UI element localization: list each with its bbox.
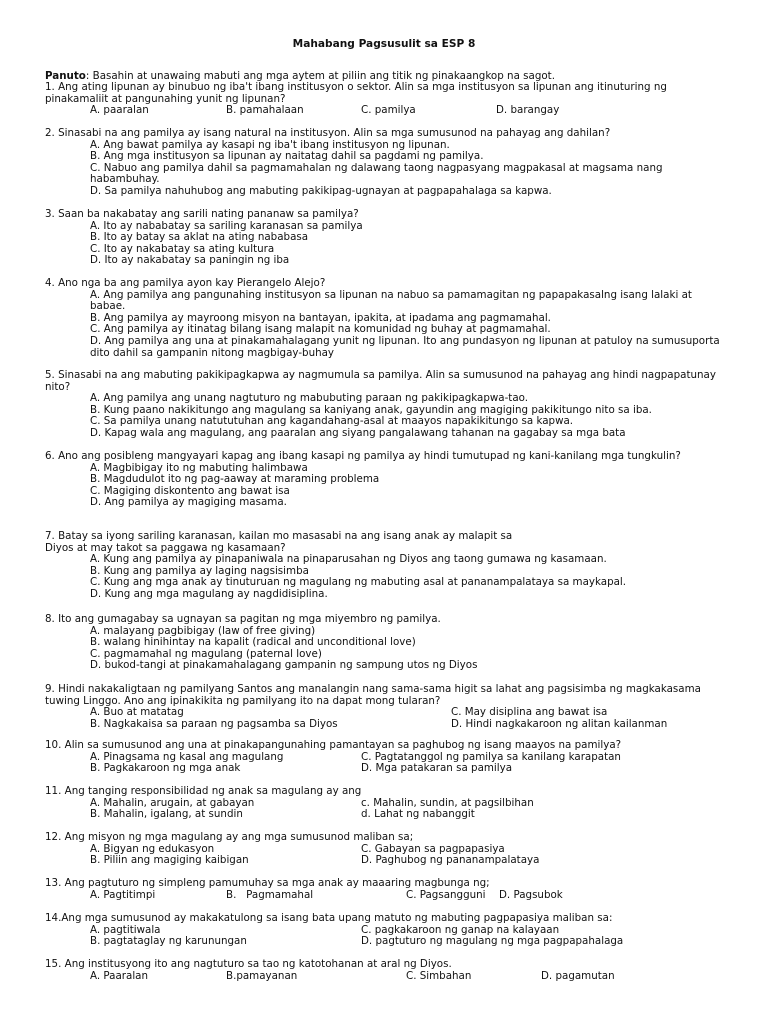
- choice-a[interactable]: A. malayang pagbibigay (law of free giving): [90, 624, 316, 637]
- choice-b[interactable]: B. Ang mga institusyon sa lipunan ay naitatag dahil sa pagdami ng pamilya.: [90, 150, 484, 163]
- choice-d[interactable]: D. Ito ay nakabatay sa paningin ng iba: [90, 254, 290, 267]
- choices-row: [45, 105, 723, 117]
- question-8: [45, 614, 723, 672]
- question-2: [45, 128, 723, 198]
- choice-d[interactable]: D. bukod-tangi at pinakamahalagang gampanin ng sampung utos ng Diyos: [90, 659, 478, 672]
- choice-b[interactable]: B. Nagkakaisa sa paraan ng pagsamba sa Diyos: [90, 717, 338, 730]
- choice-c[interactable]: C. pagmamahal ng magulang (paternal love): [90, 647, 322, 660]
- choice-d[interactable]: D. Paghubog ng pananampalataya: [361, 854, 540, 867]
- question-stem: 1. Ang ating lipunan ay binubuo ng iba't ibang institusyon o sektor. Alin sa mga institusyon sa lipunan ang itinuturing ng pinakamaliit at pangunahing yunit ng lipunan?: [45, 81, 667, 105]
- choice-b[interactable]: B. Ang pamilya ay mayroong misyon na bantayan, ipakita, at ipadama ang pagmamahal.: [90, 311, 551, 324]
- question-stem: 2. Sinasabi na ang pamilya ay isang natural na institusyon. Alin sa mga sumusunod na pahayag ang dahilan?: [45, 127, 611, 139]
- question-11: [45, 786, 723, 821]
- question-7: [45, 531, 723, 601]
- choice-b[interactable]: B. Piliin ang magiging kaibigan: [90, 854, 249, 867]
- choice-b[interactable]: B.pamayanan: [226, 969, 298, 982]
- choice-b[interactable]: B. Pagmamahal: [226, 888, 314, 901]
- choice-c[interactable]: C. Ito ay nakabatay sa ating kultura: [90, 242, 275, 255]
- choice-a[interactable]: A. paaralan: [90, 104, 149, 117]
- choice-a[interactable]: A. Ang bawat pamilya ay kasapi ng iba't ibang institusyon ng lipunan.: [90, 138, 450, 151]
- question-stem: 4. Ano nga ba ang pamilya ayon kay Pierangelo Alejo?: [45, 277, 326, 289]
- question-9: [45, 684, 723, 730]
- choice-c[interactable]: C. Nabuo ang pamilya dahil sa pagmamahalan ng dalawang taong nagpasyang magpakasal at magsama nang habambuhay.: [90, 161, 663, 186]
- choice-d[interactable]: D. Sa pamilya nahuhubog ang mabuting pakikipag-ugnayan at pagpapahalaga sa kapwa.: [90, 184, 552, 197]
- choice-b[interactable]: B. Kung paano nakikitungo ang magulang sa kaniyang anak, gayundin ang magiging pakikitungo nito sa iba.: [90, 403, 652, 416]
- choices-row: [45, 936, 723, 948]
- question-stem: 11. Ang tanging responsibilidad ng anak sa magulang ay ang: [45, 785, 362, 797]
- question-stem: 5. Sinasabi na ang mabuting pakikipagkapwa ay nagmumula sa pamilya. Alin sa sumusunod na pahayag ang hindi nagpapatunay nito?: [45, 369, 716, 393]
- choice-d[interactable]: D. pagtuturo ng magulang ng mga pagpapahalaga: [361, 935, 624, 948]
- choice-d[interactable]: D. Ang pamilya ay magiging masama.: [90, 496, 287, 509]
- question-stem: 9. Hindi nakakaligtaan ng pamilyang Santos ang manalangin nang sama-sama higit sa lahat ang pagsisimba ng magkakasama tuwing Linggo. Ano ang ipinakikita ng pamilyang ito na dapat mong tularan?: [45, 683, 701, 707]
- choice-a[interactable]: A. Paaralan: [90, 969, 149, 982]
- choice-b[interactable]: B. walang hinihintay na kapalit (radical and unconditional love): [90, 636, 416, 649]
- choice-c[interactable]: C. pagkakaroon ng ganap na kalayaan: [361, 923, 560, 936]
- choices-row: [45, 719, 723, 731]
- choice-b[interactable]: B. pagtataglay ng karunungan: [90, 935, 247, 948]
- choice-d[interactable]: D. Mga patakaran sa pamilya: [361, 762, 513, 775]
- choice-b[interactable]: B. Kung ang pamilya ay laging nagsisimba: [90, 564, 309, 577]
- choice-a[interactable]: A. Kung ang pamilya ay pinapaniwala na pinaparusahan ng Diyos ang taong gumawa ng kasamaan.: [90, 553, 607, 566]
- question-stem: 12. Ang misyon ng mga magulang ay ang mga sumusunod maliban sa;: [45, 831, 414, 843]
- question-stem: 10. Alin sa sumusunod ang una at pinakapangunahing pamantayan sa paghubog ng isang maayos na pamilya?: [45, 739, 622, 751]
- choice-a[interactable]: A. Pinagsama ng kasal ang magulang: [90, 750, 284, 763]
- choice-d[interactable]: D. Pagsubok: [499, 888, 563, 901]
- question-stem: 13. Ang pagtuturo ng simpleng pamumuhay sa mga anak ay maaaring magbunga ng;: [45, 877, 490, 889]
- question-14: [45, 913, 723, 948]
- choice-c[interactable]: C. Kung ang mga anak ay tinuturuan ng magulang ng mabuting asal at pananampalataya sa maykapal.: [90, 576, 627, 589]
- choice-a[interactable]: A. Magbibigay ito ng mabuting halimbawa: [90, 461, 308, 474]
- choice-a[interactable]: A. Bigyan ng edukasyon: [90, 842, 215, 855]
- choice-b[interactable]: B. pamahalaan: [226, 104, 304, 117]
- instructions-label: Panuto: [45, 70, 86, 82]
- choice-a[interactable]: A. Ang pamilya ang unang nagtuturo ng mabubuting paraan ng pakikipagkapwa-tao.: [90, 392, 529, 405]
- question-10: [45, 740, 723, 775]
- question-4: [45, 278, 723, 359]
- choices-row: [45, 855, 723, 867]
- question-stem: 14.Ang mga sumusunod ay makakatulong sa isang bata upang matuto ng mabuting pagpapasiya maliban sa:: [45, 912, 613, 924]
- choices-row: [45, 971, 723, 983]
- choice-c[interactable]: C. Sa pamilya unang natututuhan ang kagandahang-asal at maayos napakikitungo sa kapwa.: [90, 415, 574, 428]
- choice-c[interactable]: C. Pagsangguni: [406, 888, 486, 901]
- choice-c[interactable]: C. Simbahan: [406, 969, 472, 982]
- choice-b[interactable]: B. Ito ay batay sa aklat na ating nababasa: [90, 231, 309, 244]
- choices-row: [45, 890, 723, 902]
- choice-b[interactable]: B. Mahalin, igalang, at sundin: [90, 808, 243, 821]
- choice-b[interactable]: B. Magdudulot ito ng pag-aaway at maraming problema: [90, 473, 380, 486]
- question-15: [45, 959, 723, 982]
- choice-a[interactable]: A. pagtitiwala: [90, 923, 161, 936]
- choice-a[interactable]: A. Ito ay nababatay sa sariling karanasan sa pamilya: [90, 219, 363, 232]
- instructions-text: : Basahin at unawaing mabuti ang mga aytem at piliin ang titik ng pinakaangkop na sagot.: [85, 70, 555, 82]
- question-13: [45, 878, 723, 901]
- choice-d[interactable]: D. Kapag wala ang magulang, ang paaralan ang siyang pangalawang tahanan na gagabay sa mga bata: [90, 426, 626, 439]
- choices-row: [45, 809, 723, 821]
- question-stem: 6. Ano ang posibleng mangyayari kapag ang ibang kasapi ng pamilya ay hindi tumutupad ng kani-kanilang mga tungkulin?: [45, 450, 681, 462]
- choice-d[interactable]: D. pagamutan: [541, 969, 615, 982]
- question-5: [45, 370, 723, 440]
- choice-b[interactable]: B. Pagkakaroon ng mga anak: [90, 762, 241, 775]
- question-stem: 3. Saan ba nakabatay ang sarili nating pananaw sa pamilya?: [45, 208, 359, 220]
- question-12: [45, 832, 723, 867]
- question-stem-line-2: Diyos at may takot sa paggawa ng kasamaan?: [45, 541, 286, 554]
- choice-a[interactable]: A. Ang pamilya ang pangunahing institusyon sa lipunan na nabuo sa pamamagitan ng papapakasalng isang lalaki at babae.: [90, 288, 692, 313]
- choice-c[interactable]: C. Magiging diskontento ang bawat isa: [90, 484, 290, 497]
- choice-d[interactable]: D. Hindi nagkakaroon ng alitan kailanman: [451, 717, 668, 730]
- choice-c[interactable]: C. Ang pamilya ay itinatag bilang isang malapit na komunidad ng buhay at pagmamahal.: [90, 323, 551, 336]
- question-stem-line-1: 7. Batay sa iyong sariling karanasan, kailan mo masasabi na ang isang anak ay malapit sa: [45, 530, 513, 542]
- choice-d[interactable]: D. barangay: [496, 104, 560, 117]
- choice-d[interactable]: d. Lahat ng nabanggit: [361, 808, 475, 821]
- choice-c[interactable]: C. pamilya: [361, 104, 416, 117]
- choice-c[interactable]: c. Mahalin, sundin, at pagsilbihan: [361, 796, 534, 809]
- question-1: [45, 82, 723, 117]
- choice-c[interactable]: C. Pagtatanggol ng pamilya sa kanilang karapatan: [361, 750, 621, 763]
- choice-a[interactable]: A. Mahalin, arugain, at gabayan: [90, 796, 255, 809]
- question-stem: 8. Ito ang gumagabay sa ugnayan sa pagitan ng mga miyembro ng pamilya.: [45, 613, 441, 625]
- choice-c[interactable]: C. May disiplina ang bawat isa: [451, 706, 608, 719]
- choice-d[interactable]: D. Kung ang mga magulang ay nagdidisiplina.: [90, 587, 328, 600]
- choice-c[interactable]: C. Gabayan sa pagpapasiya: [361, 842, 505, 855]
- question-3: [45, 209, 723, 267]
- question-6: [45, 451, 723, 509]
- page-title: Mahabang Pagsusulit sa ESP 8: [292, 38, 476, 50]
- question-stem: 15. Ang institusyong ito ang nagtuturo sa tao ng katotohanan at aral ng Diyos.: [45, 958, 452, 970]
- choice-a[interactable]: A. Buo at matatag: [90, 706, 184, 719]
- choice-d[interactable]: D. Ang pamilya ang una at pinakamahalagang yunit ng lipunan. Ito ang pundasyon ng lipunan at patuloy na sumusuporta dito dahil sa gampanin nitong magbigay-buhay: [90, 334, 720, 359]
- choice-a[interactable]: A. Pagtitimpi: [90, 888, 156, 901]
- choices-row: [45, 763, 723, 775]
